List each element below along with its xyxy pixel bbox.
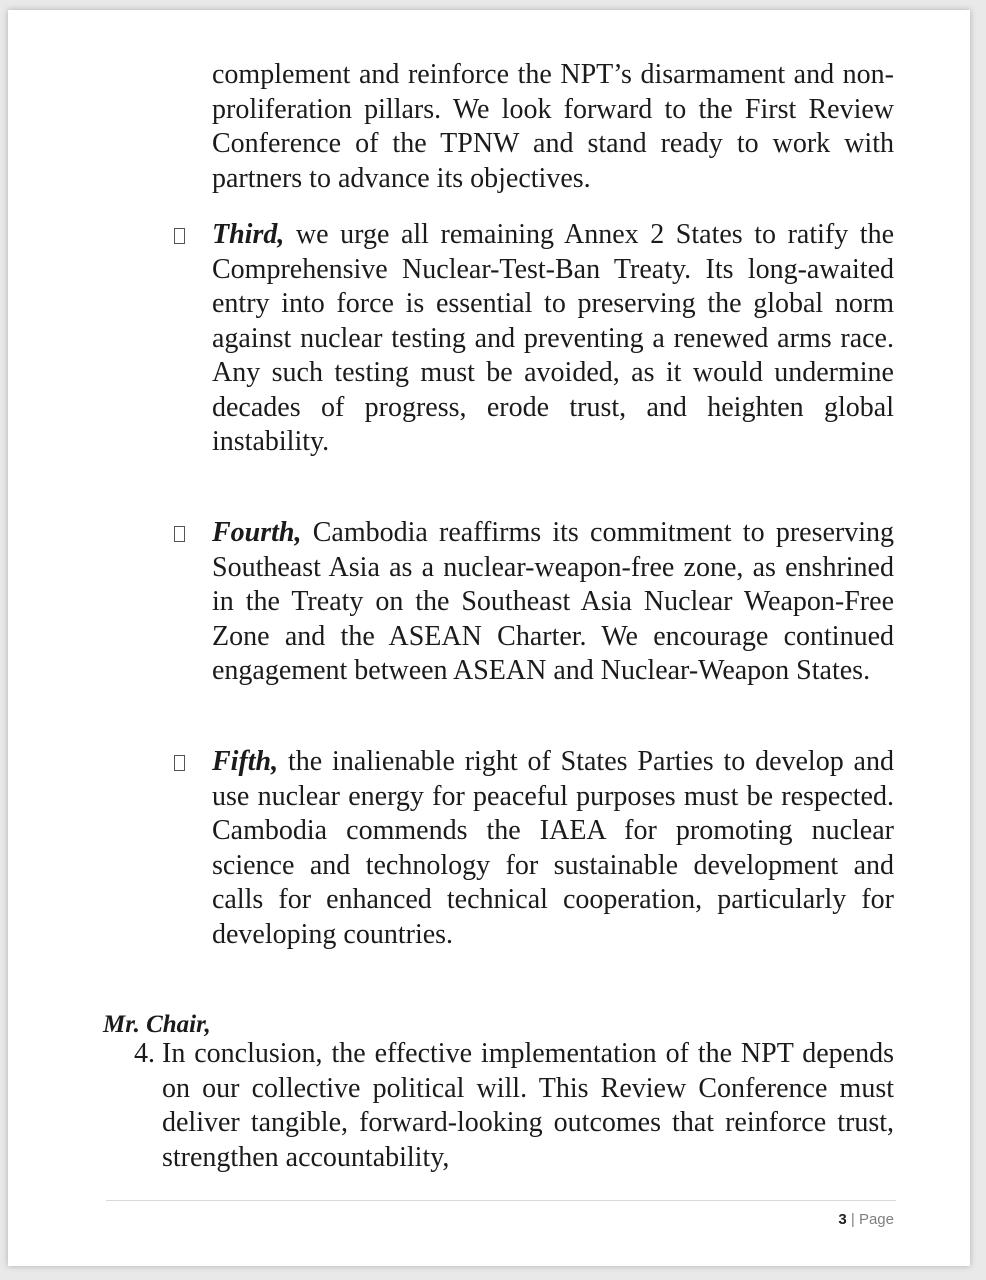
salutation: Mr. Chair,	[103, 1011, 211, 1038]
document-page	[8, 10, 970, 1266]
footer-divider	[106, 1200, 896, 1201]
bullet-box-icon	[174, 755, 185, 771]
page-footer	[838, 1203, 894, 1238]
paragraph-intro	[212, 58, 894, 196]
paragraph-third-lead: Third,	[212, 219, 285, 250]
paragraph-fourth	[212, 516, 894, 689]
bullet-box-icon	[174, 228, 185, 244]
page-label: Page	[858, 1211, 894, 1228]
paragraph-fifth-text: the inalienable right of States Parties to develop and use nuclear energy for peaceful purposes must be respected. Cambodia commends the IAEA for promoting nuclear science and technology for sustainable development and calls for enhanced technical cooperation, particularly for developing countries.	[212, 746, 894, 950]
page-number: 3	[838, 1211, 847, 1228]
paragraph-fifth-lead: Fifth,	[212, 746, 279, 777]
paragraph-fourth-text: Cambodia reaffirms its commitment to preserving Southeast Asia as a nuclear-weapon-free zone, as enshrined in the Treaty on the Southeast Asia Nuclear Weapon-Free Zone and the ASEAN Charter. We encourage continued engagement between ASEAN and Nuclear-Weapon States.	[212, 517, 894, 686]
paragraph-fourth-lead: Fourth,	[212, 517, 302, 548]
paragraph-conclusion-text: In conclusion, the effective implementation of the NPT depends on our collective political will. This Review Conference must deliver tangible, forward-looking outcomes that reinforce trust, strengthen accountability,	[162, 1038, 894, 1173]
paragraph-third	[212, 218, 894, 460]
paragraph-conclusion	[162, 1037, 894, 1175]
bullet-box-icon	[174, 526, 185, 542]
paragraph-third-text: we urge all remaining Annex 2 States to ratify the Comprehensive Nuclear-Test-Ban Treaty. Its long-awaited entry into force is essential to preserving the global norm against nuclear testing and preventing a renewed arms race. Any such testing must be avoided, as it would undermine decades of progress, erode trust, and heighten global instability.	[212, 219, 894, 457]
paragraph-intro-text: complement and reinforce the NPT’s disarmament and non-proliferation pillars. We look forward to the First Review Conference of the TPNW and stand ready to work with partners to advance its objectives.	[212, 59, 894, 194]
paragraph-fifth	[212, 745, 894, 952]
conclusion-number: 4.	[134, 1038, 155, 1069]
page-separator: |	[850, 1211, 855, 1228]
